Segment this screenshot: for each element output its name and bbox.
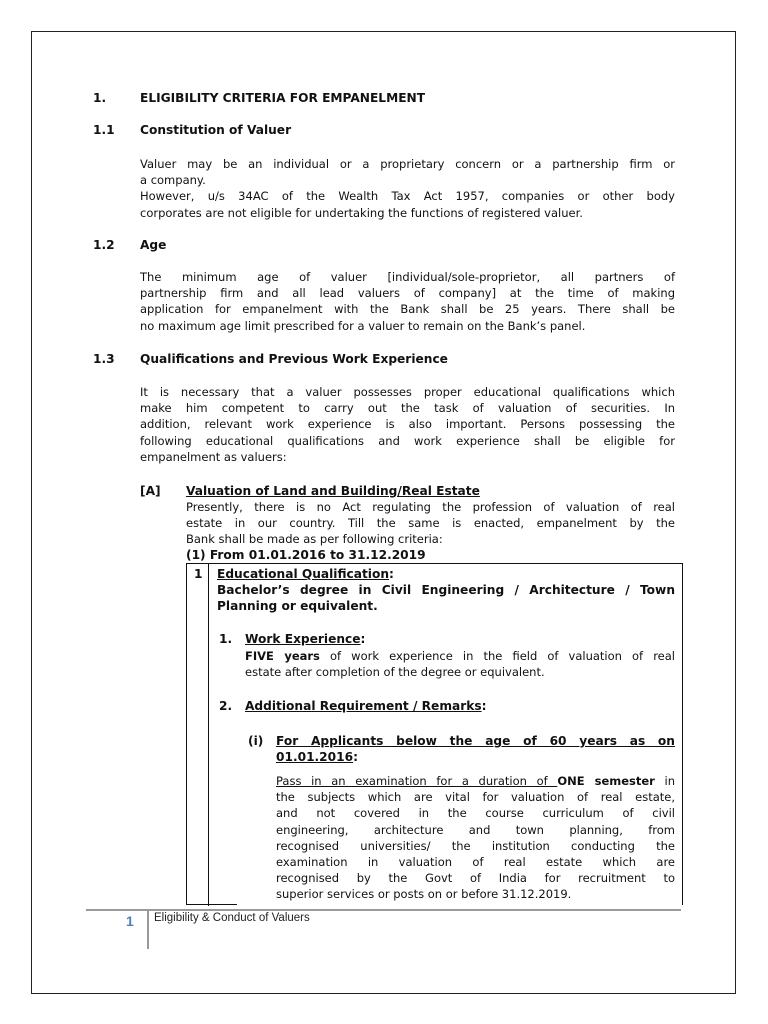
text-line: a company. [140,173,206,188]
section-1-2-number: 1.2 [93,238,115,252]
colon: : [481,699,487,713]
edu-qualification-heading [217,566,394,582]
clause-i-number: (i) [248,734,264,748]
section-1-1-body [140,156,675,221]
text-line: estate after completion of the degree or equivalent. [245,665,545,680]
text-line: empanelment as valuers: [140,449,287,464]
text-line: following educational qualifications and work experience shall be eligible for [140,433,675,448]
text-line: and not covered in the course curriculum of civil [276,806,675,821]
text-line: However, u/s 34AC of the Wealth Tax Act 1957, companies or other body [140,189,675,204]
text-span: Pass in an examination for a duration of [276,774,558,788]
colon: : [389,567,394,581]
section-1-3-body [140,384,675,465]
text-line [276,773,675,789]
additional-requirement-number: 2. [219,699,233,713]
text-line: superior services or posts on or before 31.12.2019. [276,887,572,902]
section-1-2-body [140,269,675,334]
text-span: in [654,774,675,788]
table-column-divider [208,563,209,906]
text-line: the subjects which are vital for valuation of real estate, [276,790,675,805]
text-line: Valuer may be an individual or a proprietary concern or a partnership firm or [140,157,675,171]
footer-divider [147,909,149,949]
clause-i-heading [276,733,675,765]
subsection-a-title: Valuation of Land and Building/Real Estate [186,484,480,498]
text-line: The minimum age of valuer [individual/sole-proprietor, all partners of [140,270,675,284]
text-line: application for empanelment with the Bank shall be 25 years. There shall be [140,302,675,317]
text-line: Bank shall be made as per following criteria: [186,532,443,547]
section-1-number: 1. [93,91,107,105]
subsection-a-tag: [A] [140,484,161,498]
bold-semester: ONE semester [557,774,655,788]
section-1-3-title: Qualifications and Previous Work Experience [140,352,448,366]
work-experience-number: 1. [219,632,233,646]
text-line [245,648,675,664]
text-line: It is necessary that a valuer possesses proper educational qualifications which [140,385,675,399]
text-line: Bachelor’s degree in Civil Engineering / Architecture / Town [217,583,675,597]
text-line: For Applicants below the age of 60 years as on [276,734,675,748]
table-row-number: 1 [194,567,203,581]
subsection-a-body [186,499,675,548]
bold-years: FIVE years [245,649,320,663]
text-line: Planning or equivalent. [217,599,378,614]
table-bottom-edge [186,904,237,905]
text-line: engineering, architecture and town planning, from [276,822,675,837]
text-line: make him competent to carry out the task of valuation of securities. In [140,401,675,416]
text-line: addition, relevant work experience is also important. Persons possessing the [140,417,675,432]
text-line [276,749,675,765]
section-1-title: ELIGIBILITY CRITERIA FOR EMPANELMENT [140,91,426,105]
text-line: examination in valuation of real estate which are [276,855,675,870]
period-heading: (1) From 01.01.2016 to 31.12.2019 [186,548,426,562]
clause-i-date: 01.01.2016 [276,750,354,765]
colon: : [353,750,358,765]
work-experience-heading [245,631,365,647]
section-1-3-number: 1.3 [93,352,115,366]
additional-requirement-heading [245,698,486,714]
text-line: estate in our country. Till the same is enacted, empanelment by the [186,516,675,531]
page-number: 1 [126,913,134,929]
footer-title: Eligibility & Conduct of Valuers [154,912,310,924]
text-span: of work experience in the field of valuation of real [319,649,675,663]
edu-qualification-text [217,582,675,614]
clause-i-body [276,773,675,903]
text-line: no maximum age limit prescribed for a valuer to remain on the Bank’s panel. [140,318,586,333]
text-line: recognised by the Govt of India for recruitment to [276,871,675,886]
section-1-1-number: 1.1 [93,123,115,137]
text-line: Presently, there is no Act regulating the profession of valuation of real [186,500,675,514]
edu-qualification-label: Educational Qualification [217,567,390,581]
text-line: recognised universities/ the institution conducting the [276,838,675,853]
additional-requirement-label: Additional Requirement / Remarks [245,699,482,713]
work-experience-label: Work Experience [245,632,361,646]
text-line: partnership firm and all lead valuers of company] at the time of making [140,286,675,301]
section-1-1-title: Constitution of Valuer [140,123,292,137]
section-1-2-title: Age [140,238,167,252]
work-experience-text [245,648,675,680]
footer-rule [86,909,681,911]
text-line: corporates are not eligible for undertaking the functions of registered valuer. [140,205,583,220]
colon: : [360,632,366,646]
